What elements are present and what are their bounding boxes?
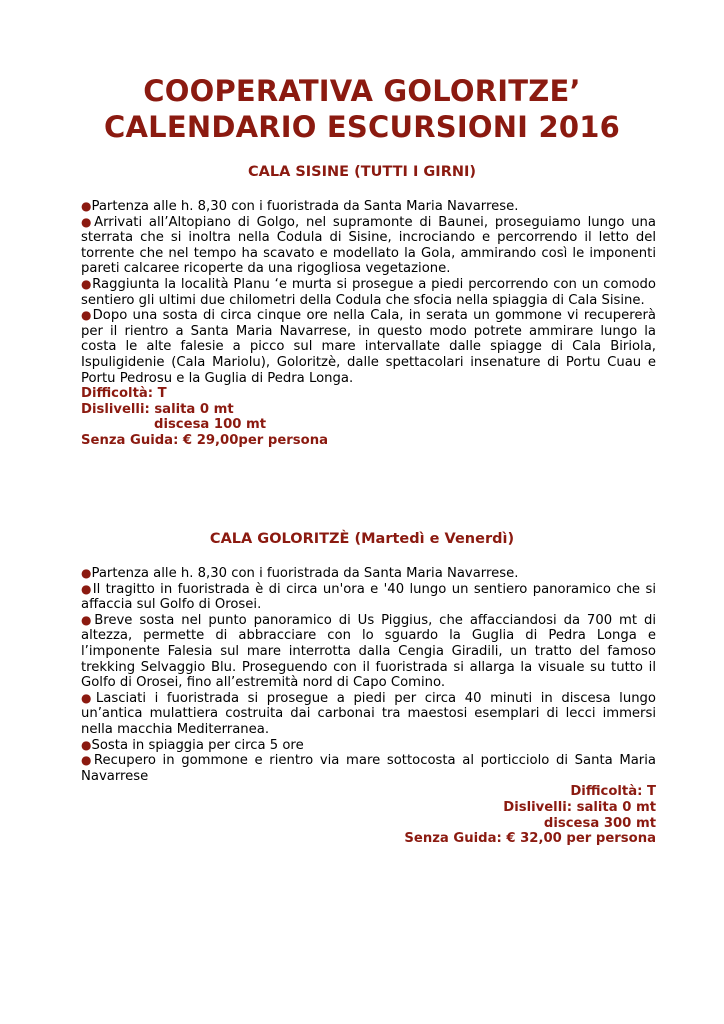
price-label: Senza Guida: € 29,00per persona: [81, 432, 328, 448]
bullet-icon: ●: [81, 276, 93, 291]
list-item: ●Arrivati all’Altopiano di Golgo, nel supramonte di Baunei, proseguiamo lungo una sterrata che si inoltra nella Codula di Sisine, incrociando e percorrendo il letto del torrente che nel tempo ha scavato e modellato la Gola, ammirando così le imponenti pareti calcaree ricoperte da una rigogliosa vegetazione.: [81, 214, 656, 277]
difficulty-label: Difficoltà: T: [570, 784, 656, 800]
list-item: ●Lasciati i fuoristrada si prosegue a piedi per circa 40 minuti in discesa lungo un’antica mulattiera costruita dai carbonai tra maestosi esemplari di lecci immersi nella macchia Mediterranea.: [81, 690, 656, 737]
difficulty-label: Difficoltà: T: [81, 386, 167, 402]
list-item: ●Dopo una sosta di circa cinque ore nella Cala, in serata un gommone vi recupererà per il rientro a Santa Maria Navarrese, in questo modo potrete ammirare lungo la costa le alte falesie a picco sul mare intervallate dalle spiagge di Cala Biriola, Ispuligidenie (Cala Mariolu), Goloritzè, dalle spettacolari insenature di Portu Cuau e Portu Pedrosu e la Guglia di Pedra Longa.: [81, 308, 656, 386]
section-body-cala-goloritze: [81, 566, 656, 847]
elevation-down-label: discesa 300 mt: [543, 815, 656, 831]
bullet-icon: ●: [81, 737, 92, 752]
bullet-icon: ●: [81, 214, 95, 229]
elevation-up-label: Dislivelli: salita 0 mt: [503, 799, 656, 815]
bullet-icon: ●: [81, 581, 93, 596]
list-item: ●Breve sosta nel punto panoramico di Us Piggius, che affacciandosi da 700 mt di altezza, permette di abbracciare con lo sguardo la Guglia di Pedra Longa e l’imponente Falesia sul mare interrotta dalla Cengia Giradili, un tratto del famoso trekking Selvaggio Blu. Proseguendo con il fuoristrada si allarga la visuale su tutto il Golfo di Orosei, fino all’estremità nord di Capo Comino.: [81, 612, 656, 691]
bullet-icon: ●: [81, 308, 93, 323]
section-body-cala-sisine: [81, 199, 656, 449]
elevation-down-label: discesa 100 mt: [154, 417, 267, 433]
list-item: ●Partenza alle h. 8,30 con i fuoristrada da Santa Maria Navarrese.: [81, 199, 519, 214]
document-title-line1: COOPERATIVA GOLORITZE’: [143, 74, 581, 108]
document-title-line2: CALENDARIO ESCURSIONI 2016: [104, 110, 620, 144]
list-item: ●Sosta in spiaggia per circa 5 ore: [81, 737, 304, 753]
bullet-icon: ●: [81, 753, 94, 768]
list-item: ●Recupero in gommone e rientro via mare sottocosta al porticciolo di Santa Maria Navarrese: [81, 753, 656, 784]
bullet-icon: ●: [81, 566, 92, 580]
list-item: ●Il tragitto in fuoristrada è di circa un'ora e '40 lungo un sentiero panoramico che si affaccia sul Golfo di Orosei.: [81, 581, 656, 613]
price-label: Senza Guida: € 32,00 per persona: [404, 831, 656, 847]
elevation-up-label: Dislivelli: salita 0 mt: [81, 401, 234, 417]
list-item: ●Partenza alle h. 8,30 con i fuoristrada da Santa Maria Navarrese.: [81, 566, 519, 581]
section-heading-cala-goloritze: CALA GOLORITZÈ (Martedì e Venerdì): [209, 531, 515, 547]
bullet-icon: ●: [81, 690, 96, 705]
bullet-icon: ●: [81, 612, 95, 627]
list-item: ●Raggiunta la località Planu ‘e murta si prosegue a piedi percorrendo con un comodo sentiero gli ultimi due chilometri della Codula che sfocia nella spiaggia di Cala Sisine.: [81, 276, 656, 308]
section-heading-cala-sisine: CALA SISINE (TUTTI I GIRNI): [247, 164, 477, 180]
bullet-icon: ●: [81, 199, 92, 213]
